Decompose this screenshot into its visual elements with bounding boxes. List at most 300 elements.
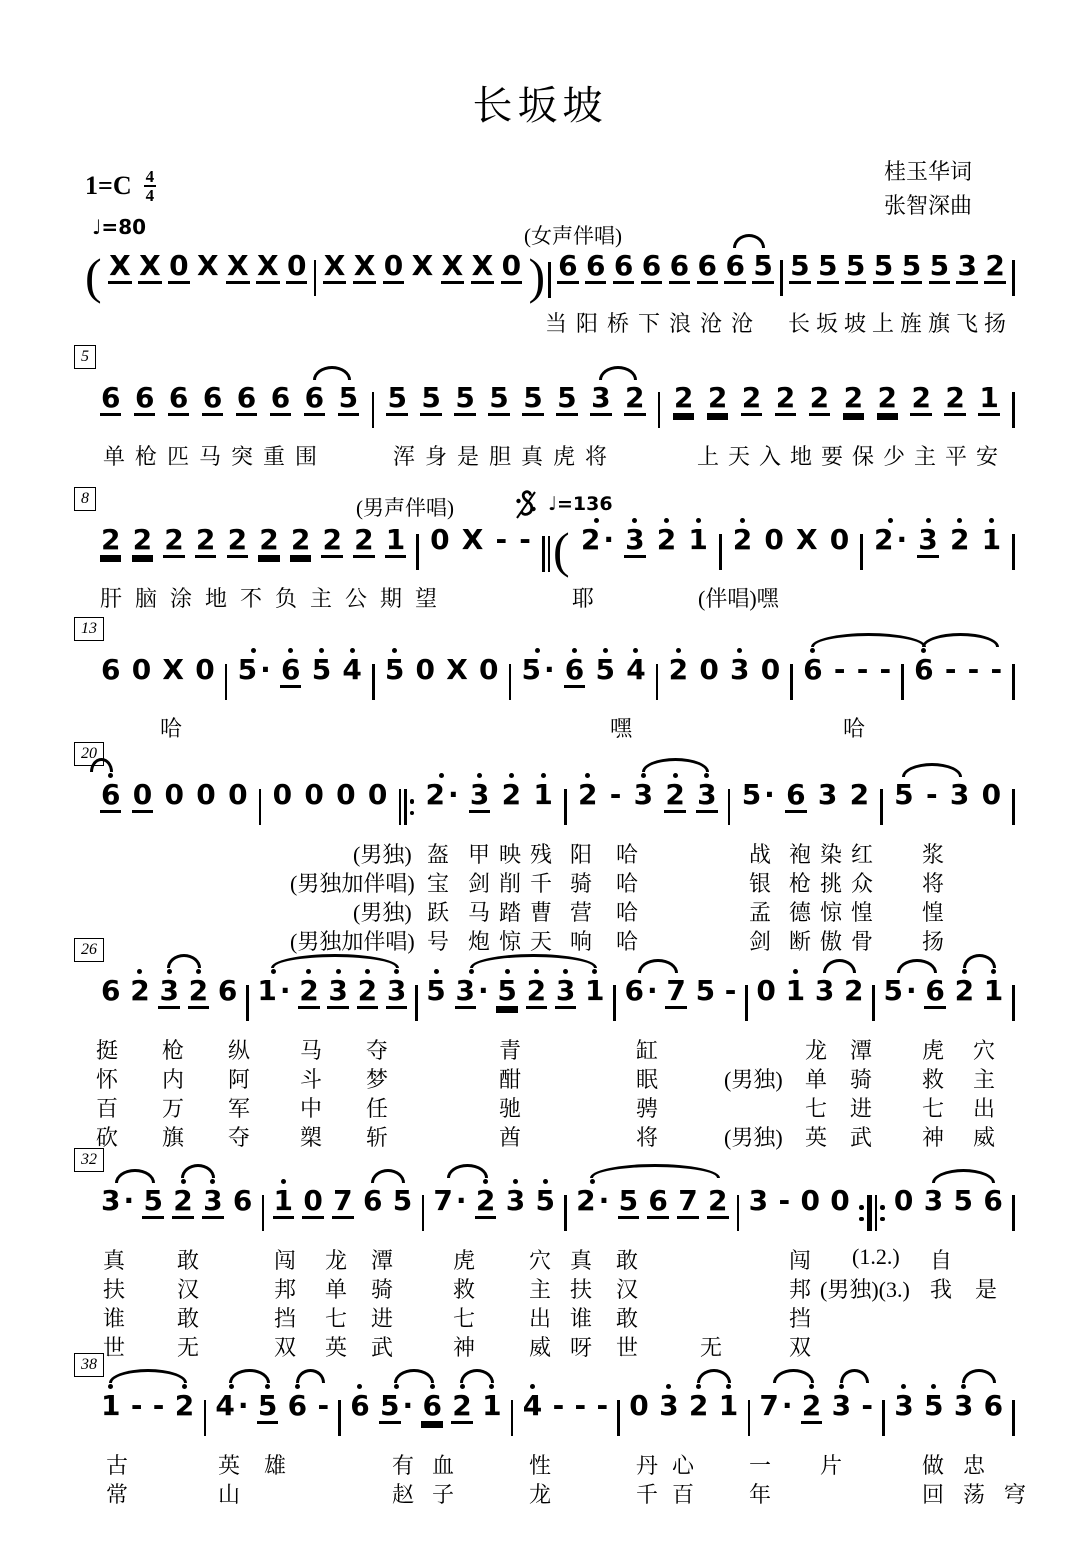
- repeat-dots: [410, 799, 415, 815]
- note-digit: 0: [764, 523, 784, 556]
- parenthesis: (: [85, 248, 102, 304]
- note-digit: 5: [523, 381, 543, 414]
- song-title: 长坂坡: [472, 83, 608, 128]
- note-token: [983, 1382, 1004, 1421]
- slur-arc: [470, 954, 597, 968]
- barline: [372, 374, 375, 428]
- barline-stroke: [246, 985, 249, 1021]
- barline-stroke: [1012, 534, 1015, 570]
- note-digit: 1: [257, 974, 277, 1007]
- note-token: [575, 1177, 609, 1216]
- note-digit: 6: [270, 381, 291, 414]
- note-digit: 2: [809, 381, 830, 414]
- note-token: [202, 374, 223, 416]
- note-digit: 6: [564, 653, 585, 686]
- note-digit-row: [658, 1391, 679, 1421]
- barline-stroke: [548, 262, 551, 298]
- note-token: [236, 374, 257, 416]
- note-token: [501, 771, 522, 810]
- note-digit-row: [984, 251, 1005, 284]
- note-token: [741, 771, 775, 810]
- note-token: [724, 242, 745, 284]
- note-digit-row: [420, 383, 441, 416]
- note-digit: 0: [479, 653, 499, 686]
- note-digit-row: [425, 976, 446, 1006]
- note-digit-row: [332, 1186, 353, 1219]
- barline-stroke: [511, 1400, 514, 1436]
- note-digit: 6: [641, 249, 662, 282]
- note-digit: 2: [741, 381, 762, 414]
- barline: [204, 1382, 207, 1436]
- note-digit: 0: [501, 249, 522, 282]
- note-digit-row: [741, 780, 775, 810]
- note-digit: X: [226, 249, 249, 282]
- barline-stroke: [542, 536, 545, 572]
- note-token: [829, 516, 850, 555]
- note-digit-row: [724, 976, 738, 1006]
- note-digit: 5: [421, 381, 441, 414]
- note-digit-row: [349, 1391, 370, 1421]
- note-token: [323, 242, 347, 284]
- slur-arc: [181, 1164, 215, 1178]
- lyric-segment: 救: [453, 1277, 476, 1302]
- note-digit-row: [873, 251, 894, 284]
- note-digit-row: [214, 1391, 248, 1421]
- note-digit-row: [142, 1186, 163, 1219]
- lyric-segment: 雄: [264, 1453, 287, 1478]
- note-digit-row: [789, 251, 810, 284]
- note-digit: 5: [953, 1184, 973, 1217]
- slur-arc: [932, 1169, 995, 1183]
- measure-number: 32: [74, 1148, 104, 1172]
- note-token: [577, 771, 598, 810]
- note-digit-row: [574, 1391, 588, 1421]
- note-token: [270, 374, 291, 416]
- note-digit-row: [913, 655, 934, 685]
- note-digit: 6: [585, 249, 606, 282]
- lyric-segment: (伴唱)嘿: [698, 586, 779, 611]
- note-token: [695, 967, 716, 1006]
- note-digit: 2: [227, 523, 248, 556]
- note-digit: 6: [350, 1389, 370, 1422]
- note-digit: 2: [173, 1184, 193, 1217]
- note-digit-row: [226, 251, 250, 284]
- note-token: [595, 646, 616, 685]
- note-digit-row: [532, 780, 553, 810]
- note-digit: 4: [342, 653, 362, 686]
- note-digit-row: [758, 1391, 792, 1421]
- note-digit: 0: [131, 653, 152, 686]
- barline: [372, 646, 375, 700]
- augmentation-dot: ·: [402, 1389, 414, 1422]
- note-token: [633, 771, 654, 810]
- note-digit-row: [665, 976, 686, 1009]
- note-token: [785, 771, 806, 813]
- note-digit-row: [174, 1391, 195, 1421]
- note-digit-row: [302, 1186, 323, 1219]
- note-digit: 2: [130, 974, 150, 1007]
- note-token: [445, 646, 469, 685]
- note-digit: 5: [695, 974, 716, 1007]
- note-digit: 2: [299, 974, 319, 1007]
- note-digit: 2: [708, 1184, 728, 1217]
- lyric-segment: 马踏曹: [468, 900, 562, 925]
- notes-row: [100, 500, 1015, 578]
- note-digit-row: [624, 383, 645, 416]
- note-token: [290, 516, 311, 558]
- barline-stroke: [656, 664, 659, 700]
- note-digit: 2: [425, 778, 445, 811]
- note-digit-row: [100, 1391, 121, 1421]
- measure-number: 8: [74, 487, 96, 511]
- note-digit-row: [688, 1391, 709, 1421]
- note-digit: 5: [257, 1389, 278, 1422]
- note-digit-row: [202, 383, 223, 416]
- note-digit: 3: [455, 974, 475, 1007]
- lyric-segment: 单: [805, 1067, 828, 1092]
- note-digit-row: [882, 976, 916, 1006]
- note-digit-row: [202, 1186, 223, 1219]
- note-digit: 2: [665, 778, 685, 811]
- note-token: [956, 242, 977, 284]
- lyric-segment: 龙: [529, 1482, 552, 1507]
- note-digit: X: [446, 653, 468, 686]
- note-digit-row: [518, 525, 532, 555]
- lyric-segment: 无: [177, 1335, 200, 1360]
- note-token: [532, 771, 553, 810]
- augmentation-dot: ·: [478, 974, 489, 1007]
- lyric-segment: 主: [973, 1067, 996, 1092]
- barline: [1012, 374, 1015, 428]
- lyric-segment: 七: [453, 1306, 476, 1331]
- note-digit-row: [595, 1391, 609, 1421]
- note-digit-row: [707, 383, 728, 416]
- note-digit-row: [628, 1391, 649, 1421]
- note-digit: 5: [818, 249, 838, 282]
- lyric-segment: 有: [392, 1453, 415, 1478]
- measure-number: 13: [74, 617, 104, 641]
- note-digit: 0: [893, 1184, 914, 1217]
- note-digit-row: [108, 251, 132, 284]
- note-digit: 2: [580, 523, 601, 556]
- barline: [1012, 242, 1015, 296]
- lyric-segment: 七: [922, 1096, 945, 1121]
- note-digit-row: [338, 383, 359, 416]
- barline: [399, 771, 415, 825]
- note-digit: 5: [557, 381, 577, 414]
- note-token: [496, 967, 517, 1009]
- note-digit: X: [323, 249, 346, 282]
- note-digit-row: [232, 1186, 253, 1216]
- note-digit-row: [481, 1391, 502, 1421]
- note-digit-row: [357, 976, 378, 1009]
- note-digit-row: [161, 655, 185, 685]
- lyric-segment: 枪挑众: [789, 871, 883, 896]
- composer-credit: 张智深曲: [884, 193, 973, 218]
- note-token: [316, 1382, 330, 1421]
- note-digit: -: [596, 1389, 609, 1422]
- note-token: [687, 516, 708, 555]
- lyric-segment: 做: [922, 1453, 945, 1478]
- note-token: [304, 374, 325, 416]
- note-token: [131, 646, 152, 685]
- note-token: [152, 1382, 166, 1421]
- note-digit-row: [829, 1186, 850, 1216]
- slur-arc: [109, 1369, 187, 1383]
- note-digit: 6: [803, 653, 823, 686]
- note-digit: 1: [533, 778, 553, 811]
- note-digit-row: [575, 1186, 609, 1216]
- lyric-segment: 耶: [572, 586, 595, 611]
- note-digit: 2: [188, 974, 209, 1007]
- lyric-segment: 挡: [789, 1306, 812, 1331]
- note-digit-row: [923, 1186, 944, 1216]
- note-token: [226, 242, 250, 284]
- note-digit: 1: [688, 523, 708, 556]
- note-digit: 3: [505, 1184, 526, 1217]
- note-token: [910, 374, 931, 416]
- note-digit-row: [687, 525, 708, 555]
- note-digit-row: [256, 251, 280, 284]
- note-digit-row: [367, 780, 388, 810]
- note-digit-row: [451, 1391, 472, 1424]
- note-digit-row: [732, 525, 753, 555]
- note-token: [161, 646, 185, 685]
- barline-stroke: [1012, 1400, 1015, 1436]
- annotation-label: (女声伴唱): [524, 224, 622, 248]
- lyric-segment: 纵: [228, 1038, 251, 1063]
- lyric-segment: 夺: [366, 1038, 389, 1063]
- barline: [511, 1382, 514, 1436]
- note-token: [526, 967, 547, 1009]
- lyric-segment: 世: [616, 1335, 639, 1360]
- lyric-segment: 真: [103, 1248, 126, 1273]
- note-digit: 5: [521, 653, 541, 686]
- note-digit-row: [595, 655, 616, 685]
- note-token: [194, 646, 215, 685]
- note-token: [475, 1177, 496, 1219]
- note-digit-row: [432, 1186, 466, 1216]
- note-digit-row: [656, 525, 677, 555]
- note-digit: 0: [132, 778, 153, 811]
- barline: [246, 967, 249, 1021]
- note-digit: 2: [132, 523, 153, 556]
- barline: [259, 771, 262, 825]
- note-digit-row: [814, 976, 835, 1006]
- lyric-segment: 夺: [228, 1125, 251, 1150]
- note-digit-row: [856, 655, 870, 685]
- note-digit: 5: [535, 1184, 555, 1217]
- repeat-dots: [859, 1205, 864, 1221]
- note-digit: 0: [195, 653, 215, 686]
- barline: [658, 374, 661, 428]
- note-digit: 5: [753, 249, 773, 282]
- note-digit: 1: [273, 1184, 294, 1217]
- note-token: [420, 374, 441, 416]
- note-token: [273, 1177, 294, 1219]
- lyric-segment: 浑身是胆真虎将: [393, 444, 618, 469]
- note-token: [564, 646, 585, 688]
- barline-stroke: [422, 1195, 425, 1231]
- barline: [748, 1382, 751, 1436]
- note-digit: X: [196, 249, 219, 282]
- note-token: [100, 1382, 121, 1421]
- note-token: [673, 374, 694, 416]
- note-token: [327, 967, 348, 1009]
- note-digit: 6: [217, 974, 238, 1007]
- lyric-segment: 呀: [570, 1335, 593, 1360]
- lyric-segment: 营: [570, 900, 593, 925]
- note-digit: 3: [386, 974, 407, 1007]
- note-digit-row: [557, 251, 578, 284]
- barline-stroke: [658, 392, 661, 428]
- note-token: [978, 374, 999, 416]
- note-digit-row: [129, 976, 150, 1006]
- note-digit-row: [925, 780, 939, 810]
- note-digit-row: [353, 525, 374, 558]
- note-token: [983, 967, 1004, 1006]
- note-digit: 2: [656, 523, 677, 556]
- note-digit-row: [901, 251, 922, 284]
- lyric-segment: 哈: [616, 871, 639, 896]
- lyric-segment: 哈: [616, 842, 639, 867]
- lyric-segment: (男独): [353, 900, 412, 925]
- note-digit-row: [845, 251, 866, 284]
- note-token: [138, 242, 162, 284]
- note-digit-row: [130, 1391, 144, 1421]
- note-digit: -: [574, 1389, 587, 1422]
- note-digit: -: [778, 1184, 791, 1217]
- lyric-segment: 武: [850, 1125, 873, 1150]
- note-token: [232, 1177, 253, 1216]
- lyric-segment: 斗: [300, 1067, 323, 1092]
- note-digit-row: [949, 780, 970, 810]
- note-digit-row: [664, 780, 685, 813]
- note-token: [353, 242, 377, 284]
- note-digit: 2: [452, 1389, 472, 1422]
- note-digit: 6: [648, 1184, 668, 1217]
- note-digit: -: [609, 778, 622, 811]
- note-digit-row: [829, 525, 850, 555]
- note-digit-row: [335, 780, 356, 810]
- note-digit-row: [696, 780, 717, 813]
- note-token: [856, 646, 870, 685]
- note-digit: 2: [801, 1389, 822, 1422]
- augmentation-dot: ·: [237, 1389, 249, 1422]
- note-digit-row: [270, 383, 291, 416]
- note-digit-row: [303, 780, 324, 810]
- note-token: [913, 646, 934, 685]
- note-digit-row: [188, 976, 209, 1009]
- note-token: [718, 1382, 739, 1421]
- note-digit: 6: [236, 381, 257, 414]
- note-digit: 2: [195, 523, 216, 556]
- barline-stroke: [617, 1400, 620, 1436]
- note-token: [522, 1382, 543, 1421]
- note-digit-row: [877, 383, 898, 416]
- note-digit: 7: [433, 1184, 453, 1217]
- lyric-segment: 战: [749, 842, 772, 867]
- note-digit: 5: [595, 653, 615, 686]
- note-token: [658, 1382, 679, 1421]
- note-digit: 6: [983, 1184, 1003, 1217]
- note-token: [698, 646, 719, 685]
- note-token: [944, 646, 958, 685]
- note-token: [287, 1382, 308, 1421]
- note-digit-row: [748, 1186, 769, 1216]
- barline-stroke: [548, 536, 551, 572]
- barline-stroke: [882, 1400, 885, 1436]
- barline-stroke: [416, 534, 419, 570]
- barline: [262, 1177, 265, 1231]
- note-digit-row: [677, 1186, 698, 1219]
- note-digit-row: [584, 976, 605, 1006]
- note-token: [535, 1177, 556, 1216]
- note-digit: -: [495, 523, 508, 556]
- note-token: [618, 1177, 639, 1219]
- lyric-segment: 子: [432, 1482, 455, 1507]
- note-digit: 0: [303, 1184, 323, 1217]
- lyric-segment: 浆: [922, 842, 945, 867]
- note-digit-row: [411, 251, 435, 281]
- note-digit-row: [555, 976, 576, 1009]
- note-digit-row: [454, 383, 475, 416]
- note-digit: 5: [618, 1184, 639, 1217]
- lyric-segment: 哈: [616, 929, 639, 954]
- note-token: [609, 771, 623, 810]
- measure-number: 5: [74, 345, 96, 369]
- note-token: [257, 1382, 278, 1424]
- note-digit: 3: [953, 1389, 974, 1422]
- note-token: [505, 1177, 526, 1216]
- slur-arc: [897, 959, 937, 973]
- note-digit: 2: [322, 523, 342, 556]
- note-token: [421, 1382, 442, 1424]
- note-digit-row: [478, 655, 499, 685]
- barline: [860, 516, 863, 570]
- note-digit-row: [775, 383, 796, 416]
- lyric-segment: 性: [529, 1453, 552, 1478]
- note-digit-row: [441, 251, 465, 284]
- note-token: [383, 242, 404, 284]
- lyric-segment: 单: [325, 1277, 348, 1302]
- lyric-segment: 英: [325, 1335, 348, 1360]
- tie-arc: [90, 758, 113, 772]
- note-token: [168, 374, 189, 416]
- note-token: [108, 242, 132, 284]
- lyric-segment: 长坂坡上旌旗飞扬: [788, 311, 1013, 336]
- note-digit-row: [316, 1391, 330, 1421]
- note-digit-row: [647, 1186, 668, 1219]
- lyric-segment: 虎: [453, 1248, 476, 1273]
- note-digit: 3: [101, 1184, 121, 1217]
- note-digit: -: [552, 1389, 565, 1422]
- note-digit-row: [158, 976, 179, 1009]
- augmentation-dot: ·: [781, 1389, 793, 1422]
- lyric-segment: 邦: [789, 1277, 812, 1302]
- note-digit: 6: [786, 778, 806, 811]
- note-token: [873, 516, 907, 555]
- note-digit-row: [100, 383, 121, 416]
- note-token: [338, 374, 359, 416]
- note-digit-row: [138, 251, 162, 284]
- lyric-segment: 百: [672, 1482, 695, 1507]
- lyric-segment: 梦: [366, 1067, 389, 1092]
- barline-stroke: [867, 1195, 872, 1231]
- lyric-segment: (男独): [353, 842, 412, 867]
- note-digit: 3: [555, 974, 576, 1007]
- note-digit-row: [386, 976, 407, 1009]
